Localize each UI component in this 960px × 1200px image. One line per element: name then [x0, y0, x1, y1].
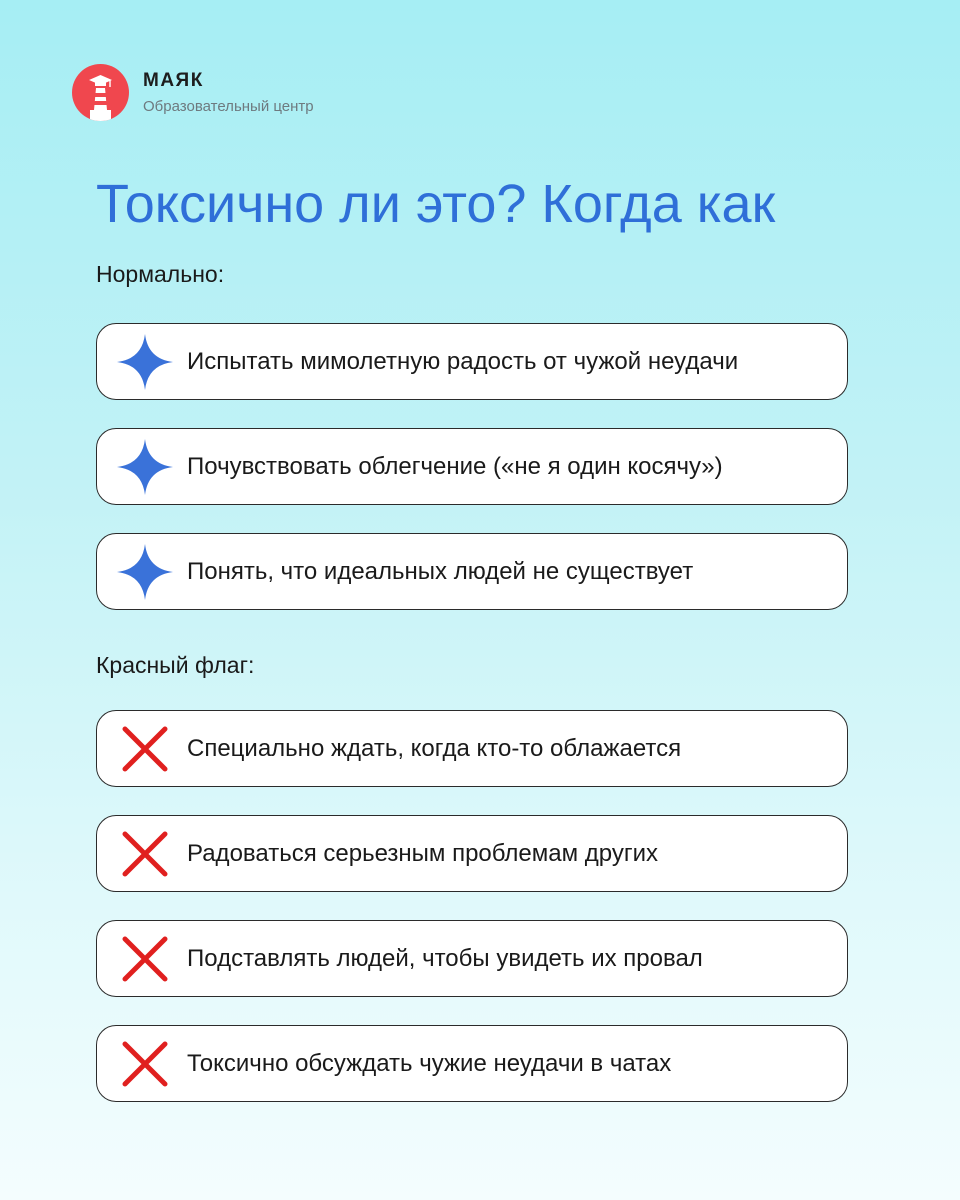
- lighthouse-logo-icon: [72, 64, 129, 121]
- brand-logo: [72, 64, 314, 121]
- page-title: Токсично ли это? Когда как: [96, 174, 776, 234]
- cross-icon: [117, 721, 173, 777]
- list-item-label: Почувствовать облегчение («не я один косячу»): [187, 452, 723, 480]
- list-item-label: Радоваться серьезным проблемам других: [187, 839, 659, 867]
- list-item-label: Понять, что идеальных людей не существует: [187, 557, 694, 585]
- list-item-red-flag-1: [96, 710, 848, 787]
- brand-name: МАЯК: [143, 69, 204, 91]
- list-item-red-flag-3: [96, 920, 848, 997]
- list-item-normal-3: [96, 533, 848, 610]
- cross-icon: [117, 1036, 173, 1092]
- list-item-normal-2: [96, 428, 848, 505]
- list-item-label: Подставлять людей, чтобы увидеть их провал: [187, 944, 703, 972]
- list-item-red-flag-2: [96, 815, 848, 892]
- sparkle-icon: [117, 439, 173, 495]
- list-item-label: Специально ждать, когда кто-то облажается: [187, 734, 682, 762]
- list-item-red-flag-4: [96, 1025, 848, 1102]
- normal-section-label: Нормально:: [96, 261, 225, 287]
- sparkle-icon: [117, 544, 173, 600]
- red-flag-section-label: Красный флаг:: [96, 652, 255, 678]
- list-item-label: Испытать мимолетную радость от чужой неудачи: [187, 347, 739, 375]
- brand-subtitle: Образовательный центр: [143, 97, 314, 115]
- cross-icon: [117, 826, 173, 882]
- list-item-label: Токсично обсуждать чужие неудачи в чатах: [187, 1049, 672, 1077]
- sparkle-icon: [117, 334, 173, 390]
- list-item-normal-1: [96, 323, 848, 400]
- cross-icon: [117, 931, 173, 987]
